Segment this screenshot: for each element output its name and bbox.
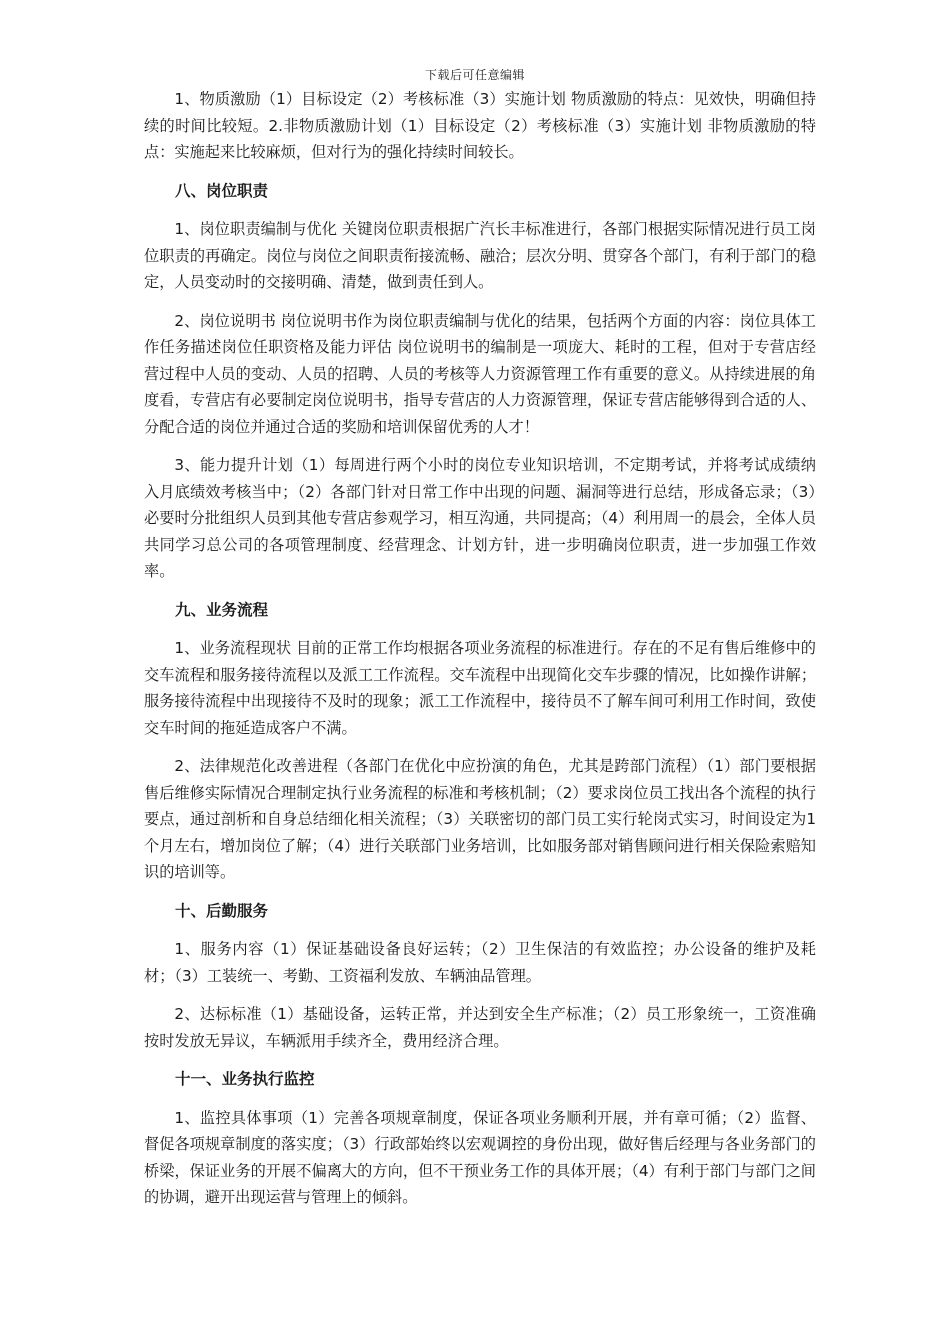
paragraph-logistics-1: 1、服务内容（1）保证基础设备良好运转；（2）卫生保洁的有效监控；办公设备的维护及耗材；（3）工装统一、考勤、工资福利发放、车辆油品管理。	[144, 940, 816, 985]
paragraph-duties-3: 3、能力提升计划（1）每周进行两个小时的岗位专业知识培训，不定期考试，并将考试成绩纳入月底绩效考核当中；（2）各部门针对日常工作中出现的问题、漏洞等进行总结，形成备忘录；（3）必要时分批组织人员到其他专营店参观学习，相互沟通，共同提高；（4）利用周一的晨会，全体人员共同学习总公司的各项管理制度、经营理念、计划方针，进一步明确岗位职责，进一步加强工作效率。	[144, 456, 816, 580]
paragraph-duties-1: 1、岗位职责编制与优化 关键岗位职责根据广汽长丰标准进行，各部门根据实际情况进行员工岗位职责的再确定。岗位与岗位之间职责衔接流畅、融洽；层次分明、贯穿各个部门，有利于部门的稳定，人员变动时的交接明确、清楚，做到责任到人。	[144, 220, 816, 291]
section-heading-business-process: 九、业务流程	[175, 600, 269, 619]
section-heading-logistics: 十、后勤服务	[175, 901, 269, 920]
paragraph-incentive: 1、物质激励（1）目标设定（2）考核标准（3）实施计划 物质激励的特点：见效快，明确但持续的时间比较短。2.非物质激励计划（1）目标设定（2）考核标准（3）实施计划 非物质激励的特点：实施起来比较麻烦，但对行为的强化持续时间较长。	[144, 90, 816, 161]
header-note: 下载后可任意编辑	[424, 68, 525, 82]
section-heading-monitoring: 十一、业务执行监控	[175, 1070, 315, 1088]
section-heading-job-duties: 八、岗位职责	[175, 181, 269, 200]
paragraph-process-2: 2、法律规范化改善进程（各部门在优化中应扮演的角色，尤其是跨部门流程）（1）部门要根据售后维修实际情况合理制定执行业务流程的标准和考核机制；（2）要求岗位员工找出各个流程的执行要点，通过剖析和自身总结细化相关流程；（3）关联密切的部门员工实行轮岗式实习，时间设定为1个月左右，增加岗位了解；（4）进行关联部门业务培训，比如服务部对销售顾问进行相关保险索赔知识的培训等。	[144, 757, 816, 881]
document-body	[144, 86, 816, 1211]
paragraph-duties-2: 2、岗位说明书 岗位说明书作为岗位职责编制与优化的结果，包括两个方面的内容：岗位具体工作任务描述岗位任职资格及能力评估 岗位说明书的编制是一项庞大、耗时的工程，但对于专营店经营过程中人员的变动、人员的招聘、人员的考核等人力资源管理工作有重要的意义。从持续进展的角度看，专营店有必要制定岗位说明书，指导专营店的人力资源管理，保证专营店能够得到合适的人、分配合适的岗位并通过合适的奖励和培训保留优秀的人才！	[144, 311, 816, 436]
paragraph-process-1: 1、业务流程现状 目前的正常工作均根据各项业务流程的标准进行。存在的不足有售后维修中的交车流程和服务接待流程以及派工工作流程。交车流程中出现简化交车步骤的情况，比如操作讲解；服务接待流程中出现接待不及时的现象；派工工作流程中，接待员不了解车间可利用工作时间，致使交车时间的拖延造成客户不满。	[144, 639, 816, 737]
paragraph-logistics-2: 2、达标标准（1）基础设备，运转正常，并达到安全生产标准；（2）员工形象统一，工资准确按时发放无异议，车辆派用手续齐全，费用经济合理。	[144, 1005, 816, 1050]
paragraph-monitoring-1: 1、监控具体事项（1）完善各项规章制度，保证各项业务顺利开展，并有章可循；（2）监督、督促各项规章制度的落实度；（3）行政部始终以宏观调控的身份出现，做好售后经理与各业务部门的桥梁，保证业务的开展不偏离大的方向，但不干预业务工作的具体开展；（4）有利于部门与部门之间的协调，避开出现运营与管理上的倾斜。	[144, 1108, 816, 1206]
